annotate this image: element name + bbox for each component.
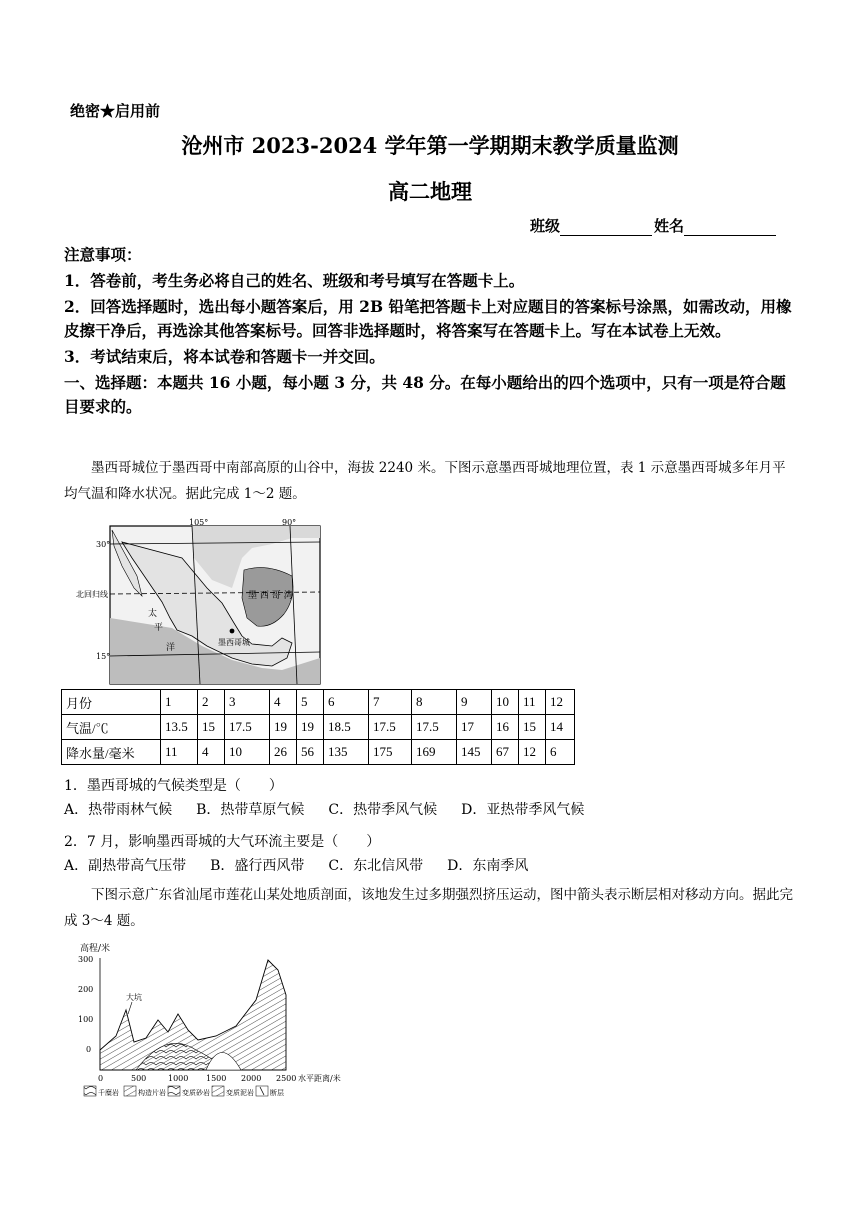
- table-cell: 19: [270, 715, 297, 740]
- passage-2: 下图示意广东省汕尾市莲花山某处地质剖面，该地发生过多期强烈挤压运动，图中箭头表示断层相对移动方向。据此完成 3～4 题。: [64, 887, 793, 929]
- question-stem: 1．墨西哥城的气候类型是（ ）: [64, 778, 283, 794]
- table-cell: 17.5: [369, 715, 412, 740]
- note-item: 2．回答选择题时，选出每小题答案后，用 2B 铅笔把答题卡上对应题目的答案标号涂黑，如需改动，用橡皮擦干净后，再选涂其他答案标号。回答非选择题时，将答案写在答题卡上。写在本试卷上无效。: [64, 297, 792, 340]
- table-cell: 67: [492, 740, 519, 765]
- table-cell: 8: [412, 690, 457, 715]
- table-cell: 降水量/毫米: [62, 740, 161, 765]
- table-cell: 12: [519, 740, 546, 765]
- table-cell: 135: [324, 740, 369, 765]
- table-cell: 5: [297, 690, 324, 715]
- y-tick: 0: [86, 1045, 92, 1054]
- y-axis-label: 高程/米: [80, 944, 111, 954]
- table-row: [62, 740, 575, 765]
- table-cell: 16: [492, 715, 519, 740]
- legend-label: 千糜岩: [98, 1089, 119, 1097]
- table-cell: 4: [270, 690, 297, 715]
- lon-105-label: 105°: [189, 518, 209, 527]
- legend-label: 变质泥岩: [226, 1089, 254, 1097]
- y-tick: 200: [78, 985, 94, 994]
- table-cell: 145: [457, 740, 492, 765]
- x-tick: 500: [131, 1074, 147, 1083]
- table-cell: 15: [198, 715, 225, 740]
- mexico-map: [76, 518, 322, 686]
- class-blank: [560, 221, 652, 236]
- option-b[interactable]: B．盛行西风带: [210, 858, 305, 874]
- option-d[interactable]: D．东南季风: [447, 858, 529, 874]
- pit-pointer: [128, 1002, 132, 1014]
- option-d[interactable]: D．亚热带季风气候: [461, 802, 585, 818]
- y-tick: 300: [78, 955, 94, 964]
- table-cell: 3: [225, 690, 270, 715]
- notes-section: [64, 243, 794, 419]
- option-list: [64, 798, 804, 822]
- x-tick: 1500: [206, 1074, 227, 1083]
- table-cell: 10: [225, 740, 270, 765]
- subject-title: 高二地理: [388, 179, 472, 204]
- table-cell: 11: [519, 690, 546, 715]
- table-cell: 2: [198, 690, 225, 715]
- table-cell: 10: [492, 690, 519, 715]
- table-cell: 6: [546, 740, 575, 765]
- x-tick: 0: [98, 1074, 104, 1083]
- table-row: [62, 690, 575, 715]
- pit-label: 大坑: [126, 993, 142, 1002]
- x-axis-label: 水平距离/米: [298, 1074, 341, 1083]
- table-cell: 17.5: [225, 715, 270, 740]
- table-row: [62, 715, 575, 740]
- lat-30-label: 30°: [96, 540, 111, 549]
- table-cell: 26: [270, 740, 297, 765]
- class-label: 班级: [530, 217, 561, 235]
- passage-1: 墨西哥城位于墨西哥中南部高原的山谷中，海拔 2240 米。下图示意墨西哥城地理位置，表 1 示意墨西哥城多年月平均气温和降水状况。据此完成 1～2 题。: [64, 460, 786, 502]
- table-cell: 169: [412, 740, 457, 765]
- table-cell: 18.5: [324, 715, 369, 740]
- geologic-section: [76, 940, 356, 1105]
- ocean-char: 洋: [166, 643, 176, 653]
- option-b[interactable]: B．热带草原气候: [196, 802, 305, 818]
- notes-heading: 注意事项：: [64, 245, 142, 264]
- note-item: 1．答卷前，考生务必将自己的姓名、班级和考号填写在答题卡上。: [64, 271, 525, 290]
- legend-swatch: [84, 1086, 96, 1096]
- question-stem: 2．7 月，影响墨西哥城的大气环流主要是（ ）: [64, 834, 381, 850]
- note-item: 3．考试结束后，将本试卷和答题卡一并交回。: [64, 347, 385, 366]
- name-blank: [684, 221, 776, 236]
- tropic-label: 北回归线: [76, 590, 108, 599]
- legend-label: 断层: [270, 1089, 284, 1097]
- x-tick: 1000: [168, 1074, 189, 1083]
- exam-title: 沧州市 2023-2024 学年第一学期期末教学质量监测: [181, 133, 679, 158]
- name-label: 姓名: [654, 217, 685, 235]
- student-info: [530, 215, 778, 236]
- table-cell: 12: [546, 690, 575, 715]
- table-cell: 4: [198, 740, 225, 765]
- lon-90-label: 90°: [282, 518, 297, 527]
- table-cell: 6: [324, 690, 369, 715]
- table-cell: 175: [369, 740, 412, 765]
- section-one-heading: 一、选择题：本题共 16 小题，每小题 3 分，共 48 分。在每小题给出的四个选项中，只有一项是符合题目要求的。: [64, 373, 786, 416]
- table-cell: 56: [297, 740, 324, 765]
- legend-swatch: [168, 1086, 180, 1096]
- y-tick: 100: [78, 1015, 94, 1024]
- legend-label: 构造片岩: [138, 1089, 166, 1097]
- confidential-mark: 绝密★启用前: [70, 102, 161, 120]
- table-cell: 17: [457, 715, 492, 740]
- table-cell: 15: [519, 715, 546, 740]
- lat-15-label: 15°: [96, 652, 111, 661]
- table-cell: 1: [161, 690, 198, 715]
- option-list: [64, 854, 804, 878]
- option-a[interactable]: A．热带雨林气候: [64, 802, 173, 818]
- table-cell: 7: [369, 690, 412, 715]
- x-tick: 2000: [241, 1074, 262, 1083]
- city-label: 墨西哥城: [218, 638, 250, 647]
- option-c[interactable]: C．东北信风带: [328, 858, 424, 874]
- table-cell: 19: [297, 715, 324, 740]
- option-a[interactable]: A．副热带高气压带: [64, 858, 187, 874]
- table-cell: 11: [161, 740, 198, 765]
- gulf-label: 墨 西 哥 湾: [248, 591, 293, 601]
- ocean-char: 太: [148, 609, 158, 619]
- option-c[interactable]: C．热带季风气候: [328, 802, 438, 818]
- legend-swatch: [124, 1086, 136, 1096]
- mexico-city-dot: [230, 629, 235, 634]
- table-cell: 气温/℃: [62, 715, 161, 740]
- table-cell: 9: [457, 690, 492, 715]
- table-cell: 17.5: [412, 715, 457, 740]
- legend-swatch: [212, 1086, 224, 1096]
- question-1: [64, 774, 804, 822]
- table-cell: 13.5: [161, 715, 198, 740]
- question-2: [64, 830, 804, 878]
- table-cell: 14: [546, 715, 575, 740]
- table-cell: 月份: [62, 690, 161, 715]
- legend-label: 变质砂岩: [182, 1089, 210, 1097]
- ocean-char: 平: [154, 623, 164, 633]
- climate-table: [61, 689, 575, 765]
- x-tick: 2500: [276, 1074, 297, 1083]
